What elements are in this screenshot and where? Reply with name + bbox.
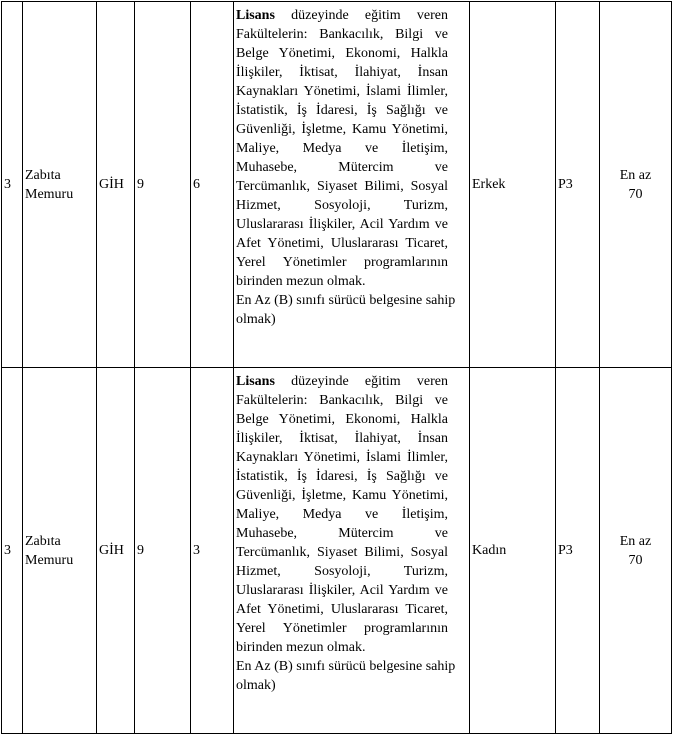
qualification-text bbox=[236, 2, 448, 291]
exam-score-type: P3 bbox=[556, 2, 600, 368]
position-count: 3 bbox=[191, 368, 234, 734]
grade-degree: 9 bbox=[135, 368, 191, 734]
qualification-body: düzeyinde eğitim veren Fakültelerin: Bankacılık, Bilgi ve Belge Yönetimi, Ekonomi, Halkla İlişkiler, İktisat, İlahiyat, İnsan Kaynakları Yönetimi, İslami İlimler, İstatistik, İş İdaresi, İş Sağlığı ve Güvenliği, İşletme, Kamu Yönetimi, Maliye, Medya ve İletişim, Muhasebe, Mütercim ve Tercümanlık, Siyaset Bilimi, Sosyal Hizmet, Sosyoloji, Turizm, Uluslararası İlişkiler, Acil Yardım ve Afet Yönetimi, Uluslararası Ticaret, Yerel Yönetimler programlarının birinden mezun olmak. bbox=[236, 374, 448, 655]
table-row bbox=[2, 2, 672, 368]
grade-degree: 9 bbox=[135, 2, 191, 368]
table-row bbox=[2, 368, 672, 734]
qualification-body: düzeyinde eğitim veren Fakültelerin: Bankacılık, Bilgi ve Belge Yönetimi, Ekonomi, Halkla İlişkiler, İktisat, İlahiyat, İnsan Kaynakları Yönetimi, İslami İlimler, İstatistik, İş İdaresi, İş Sağlığı ve Güvenliği, İşletme, Kamu Yönetimi, Maliye, Medya ve İletişim, Muhasebe, Mütercim ve Tercümanlık, Siyaset Bilimi, Sosyal Hizmet, Sosyoloji, Turizm, Uluslararası İlişkiler, Acil Yardım ve Afet Yönetimi, Uluslararası Ticaret, Yerel Yönetimler programlarının birinden mezun olmak. bbox=[236, 8, 448, 289]
position-title bbox=[23, 368, 97, 734]
qualifications-cell bbox=[234, 368, 470, 734]
qualification-level: Lisans bbox=[236, 374, 275, 389]
positions-table bbox=[1, 1, 672, 734]
service-class: GİH bbox=[97, 368, 135, 734]
position-count: 6 bbox=[191, 2, 234, 368]
gender: Kadın bbox=[470, 368, 556, 734]
minimum-score-label: En az bbox=[619, 167, 652, 183]
qualification-text bbox=[236, 368, 448, 657]
qualification-level: Lisans bbox=[236, 8, 275, 23]
position-title bbox=[23, 2, 97, 368]
exam-score-type: P3 bbox=[556, 368, 600, 734]
qualifications-cell bbox=[234, 2, 470, 368]
minimum-score-value: 70 bbox=[628, 186, 643, 202]
position-title-line: Memuru bbox=[25, 186, 74, 202]
minimum-score bbox=[600, 2, 672, 368]
minimum-score-label: En az bbox=[619, 533, 652, 549]
position-title-line: Zabıta bbox=[25, 167, 61, 183]
position-title-line: Zabıta bbox=[25, 533, 61, 549]
minimum-score-value: 70 bbox=[628, 552, 643, 568]
position-title-line: Memuru bbox=[25, 552, 74, 568]
gender: Erkek bbox=[470, 2, 556, 368]
license-requirement: En Az (B) sınıfı sürücü belgesine sahip olmak) bbox=[236, 659, 456, 693]
row-number: 3 bbox=[2, 368, 23, 734]
row-number: 3 bbox=[2, 2, 23, 368]
minimum-score bbox=[600, 368, 672, 734]
license-requirement: En Az (B) sınıfı sürücü belgesine sahip olmak) bbox=[236, 293, 456, 327]
service-class: GİH bbox=[97, 2, 135, 368]
